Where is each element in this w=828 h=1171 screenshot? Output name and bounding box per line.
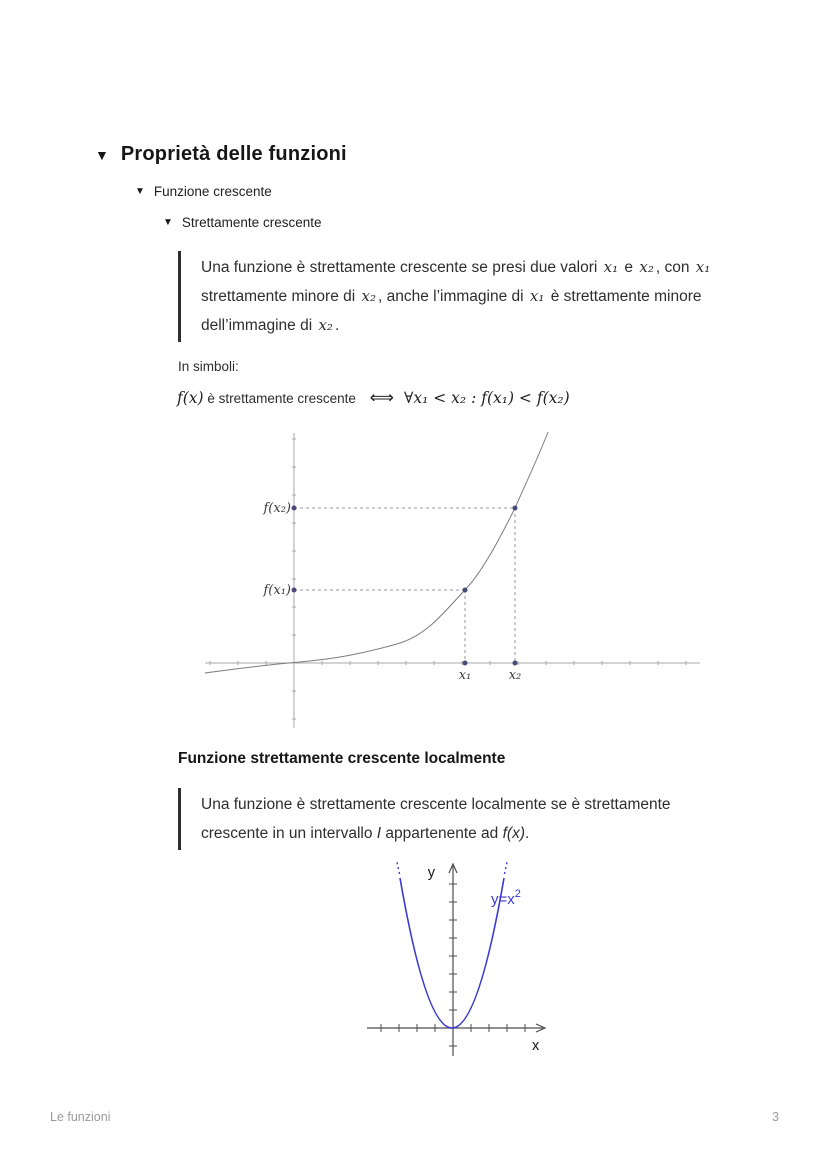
section-title-strettamente-crescente: Strettamente crescente — [181, 215, 322, 230]
local-definition-quote-block: Una funzione è strettamente crescente localmente se è strettamente crescente in un intervallo I appartenente ad f(x). — [178, 788, 741, 850]
math-x2: x₂ — [639, 258, 654, 276]
curve-point-x2 — [513, 506, 518, 511]
math-x1: x₁ — [695, 258, 711, 276]
toggle-triangle-icon[interactable]: ▼ — [95, 146, 109, 163]
toggle-triangle-icon[interactable]: ▼ — [135, 185, 145, 197]
fx-symbol: f(x) — [502, 825, 525, 842]
fx1-axis-point — [292, 588, 297, 593]
math-x2: x₂ — [361, 287, 376, 305]
definition-quote-block: Una funzione è strettamente crescente se presi due valori x₁ e x₂ , con x₁ strettamente minore di x₂ , anche l’immagine di x₁ è strettamente minore dell’immagine di x₂ . — [178, 251, 741, 342]
x-axis-label: x — [532, 1038, 540, 1054]
formula-text: è strettamente crescente — [203, 390, 360, 406]
heading-properties-toggle-row — [95, 143, 347, 166]
heading-strettamente-crescente-toggle-row — [163, 215, 321, 230]
function-curve — [205, 432, 548, 673]
x2-axis-point — [513, 661, 518, 666]
in-simboli-label: In simboli: — [178, 359, 239, 374]
math-x1: x₁ — [529, 287, 545, 305]
formula-rhs: ∀x₁ < x₂ : f(x₁) < f(x₂) — [404, 389, 570, 407]
math-x1: x₁ — [603, 258, 619, 276]
formula-line — [177, 388, 570, 408]
page-title: Proprietà delle funzioni — [120, 143, 347, 165]
parabola-curve — [400, 878, 504, 1028]
increasing-function-graph — [203, 428, 703, 733]
interval-symbol: I — [376, 825, 382, 842]
x1-axis-point — [463, 661, 468, 666]
fx1-label: f(x₁) — [263, 583, 291, 598]
parabola-left-dotted-tip — [397, 862, 400, 874]
section-title-funzione-crescente: Funzione crescente — [153, 184, 272, 199]
curve-point-x1 — [463, 588, 468, 593]
y-axis-label: y — [427, 865, 435, 881]
footer-page-number: 3 — [772, 1110, 779, 1124]
curve-equation-label: $y=x^2$ — [491, 888, 521, 908]
quote-text: Una funzione è strettamente crescente se presi due valori — [201, 259, 602, 276]
formula-lhs: f(x) — [177, 389, 204, 407]
heading-funzione-crescente-toggle-row — [135, 184, 272, 199]
x2-label: x₂ — [508, 668, 522, 683]
iff-arrow-icon: ⟺ — [369, 388, 395, 408]
parabola-right-dotted-tip — [505, 862, 508, 874]
fx2-axis-point — [292, 506, 297, 511]
footer-document-title: Le funzioni — [50, 1110, 111, 1124]
math-x2: x₂ — [318, 316, 333, 334]
quote-text: Una funzione è strettamente crescente localmente se è — [201, 796, 585, 813]
parabola-graph — [363, 858, 558, 1065]
fx2-label: f(x₂) — [263, 501, 291, 516]
exponent: 2 — [514, 888, 521, 900]
local-increase-heading: Funzione strettamente crescente localmente — [178, 750, 506, 767]
x1-label: x₁ — [458, 668, 472, 683]
toggle-triangle-icon[interactable]: ▼ — [163, 216, 173, 228]
